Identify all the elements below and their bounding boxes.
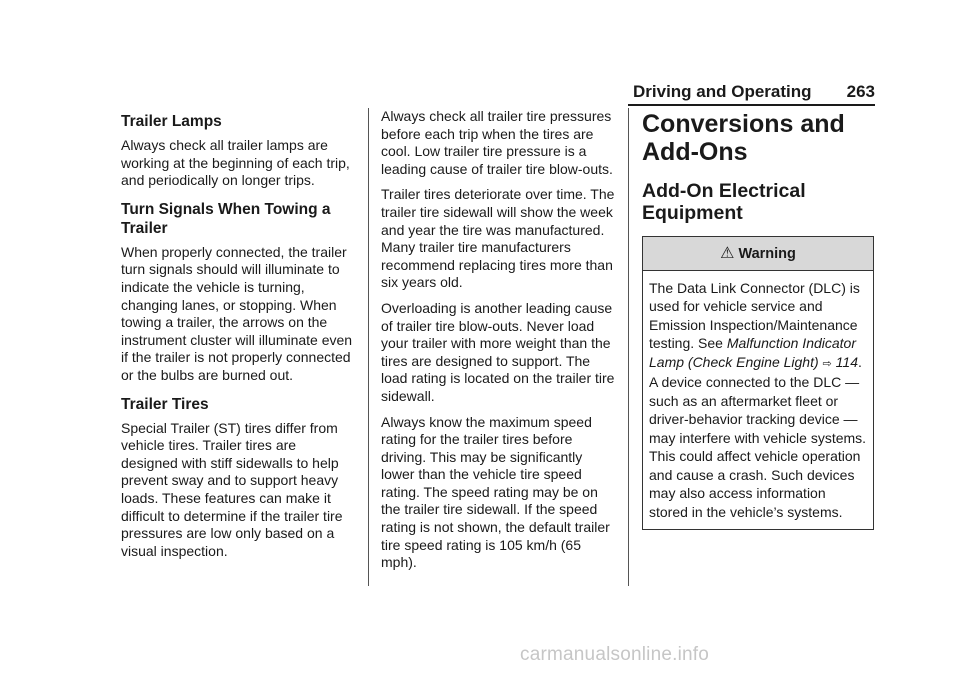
warning-header xyxy=(643,237,873,271)
page-ref-arrow-icon: ⇨ xyxy=(822,357,832,370)
warning-box xyxy=(642,236,874,530)
running-header xyxy=(633,82,875,102)
cross-reference-page: 114 xyxy=(835,353,858,370)
section-title: Driving and Operating xyxy=(633,82,812,101)
heading-turn-signals: Turn Signals When Towing a Trailer xyxy=(121,200,331,237)
warning-text-part: . A device connected to the DLC — such as an aftermarket fleet or driver-behavior tracking device — may interfere with vehicle systems. This could affect vehicle operation and cause a crash. Such devices may also access information stored in the vehicle’s systems. xyxy=(649,353,867,520)
paragraph-overloading: Overloading is another leading cause of trailer tire blow-outs. Never load your trailer with more weight than the tires are designed to support. The load rating is located on the trailer tire sidewall. xyxy=(381,299,615,404)
column-1 xyxy=(121,108,356,568)
paragraph-tire-pressures: Always check all trailer tire pressures before each trip when the tires are cool. Low trailer tire pressure is a leading cause of trailer tire blow-outs. xyxy=(381,108,613,177)
warning-title: Warning xyxy=(738,246,796,262)
paragraph-trailer-tires: Special Trailer (ST) tires differ from vehicle tires. Trailer tires are designed with stiff sidewalls to help prevent sway and to support heavy loads. These features can make it difficult to determine if the trailer tire pressures are low only based on a visual inspection. xyxy=(121,419,343,559)
header-rule xyxy=(628,104,875,106)
paragraph-speed-rating: Always know the maximum speed rating for the trailer tires before driving. This may be significantly lower than the vehicle tire speed rating. The speed rating may be on the trailer tire sidewall. If the speed rating is not shown, the default trailer tire speed rating is 105 km/h (65 mph). xyxy=(381,413,610,571)
warning-text xyxy=(643,271,873,530)
column-divider xyxy=(628,108,629,586)
warning-triangle-icon: ⚠ xyxy=(720,245,735,262)
paragraph-tire-deterioration: Trailer tires deteriorate over time. The trailer tire sidewall will show the week and year the tire was manufactured. Many trailer tire manufacturers recommend replacing tires more than six years old. xyxy=(381,186,615,291)
cross-reference-title: Malfunction Indicator Lamp (Check Engine Light) xyxy=(649,335,857,370)
column-divider xyxy=(368,108,369,586)
heading-trailer-tires: Trailer Tires xyxy=(121,395,209,413)
warning-text-part: The Data Link Connector (DLC) is used for vehicle service and Emission Inspection/Maintenance testing. See xyxy=(649,279,860,352)
heading-add-on-equipment: Add-On Electrical Equipment xyxy=(642,180,806,224)
paragraph-turn-signals: When properly connected, the trailer turn signals should will illuminate to indicate the vehicle is turning, changing lanes, or stopping. When towing a trailer, the arrows on the instrument cluster will illuminate even if the trailer is not properly connected or the bulbs are burned out. xyxy=(121,243,353,383)
page-number: 263 xyxy=(846,82,875,101)
column-3 xyxy=(642,108,877,530)
heading-conversions: Conversions and Add-Ons xyxy=(642,110,845,166)
paragraph-trailer-lamps: Always check all trailer lamps are working at the beginning of each trip, and periodically on longer trips. xyxy=(121,137,350,189)
column-2 xyxy=(381,108,617,580)
watermark: carmanualsonline.info xyxy=(520,644,710,665)
heading-trailer-lamps: Trailer Lamps xyxy=(121,113,222,130)
